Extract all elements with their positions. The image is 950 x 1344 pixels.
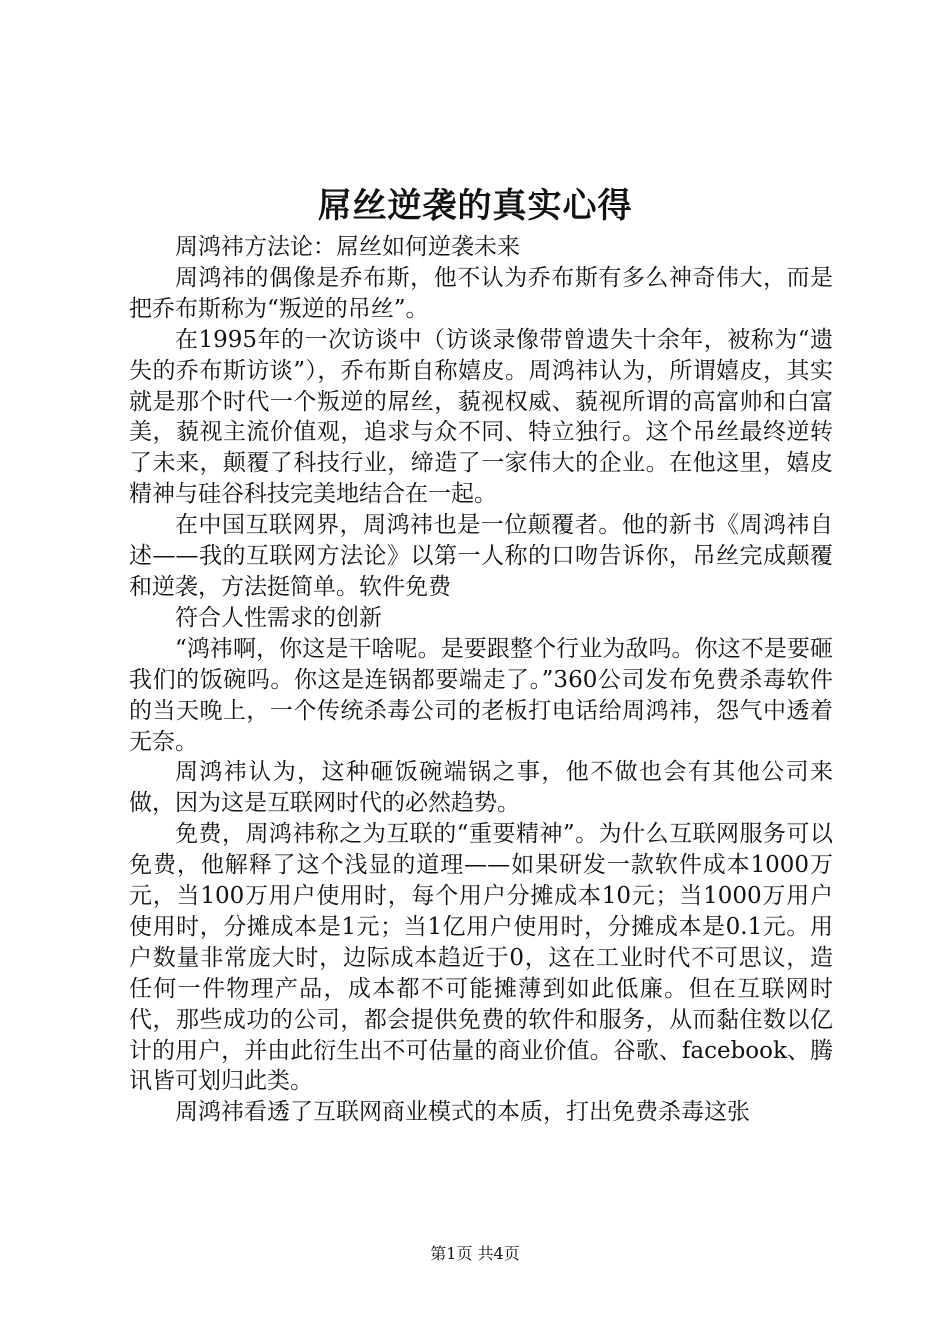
- paragraph: 周鸿祎方法论：屌丝如何逆袭未来: [175, 234, 520, 260]
- paragraph: 符合人性需求的创新: [175, 604, 382, 631]
- document-title: 屌丝逆袭的真实心得: [317, 186, 633, 226]
- paragraph: 在中国互联网界，周鸿祎也是一位颠覆者。他的新书《周鸿祎自述——我的互联网方法论》以第一人称的口吻告诉你，吊丝完成颠覆和逆袭，方法挺简单。软件免费: [129, 512, 833, 600]
- paragraph: 在1995年的一次访谈中（访谈录像带曾遗失十余年，被称为“遗失的乔布斯访谈”），乔布斯自称嬉皮。周鸿祎认为，所谓嬉皮，其实就是那个时代一个叛逆的屌丝，藐视权威、藐视所谓的高富帅和白富美，藐视主流价值观，追求与众不同、特立独行。这个吊丝最终逆转了未来，颠覆了科技行业，缔造了一家伟大的企业。在他这里，嬉皮精神与硅谷科技完美地结合在一起。: [129, 326, 833, 508]
- paragraph: 周鸿祎看透了互联网商业模式的本质，打出免费杀毒这张: [175, 1099, 750, 1126]
- paragraph: 免费，周鸿祎称之为互联的“重要精神”。为什么互联网服务可以免费，他解释了这个浅显的道理——如果研发一款软件成本1000万元，当100万用户使用时，每个用户分摊成本10元；当1000万用户使用时，分摊成本是1元；当1亿用户使用时，分摊成本是0.1元。用户数量非常庞大时，边际成本趋近于0，这在工业时代不可思议，造任何一件物理产品，成本都不可能摊薄到如此低廉。但在互联网时代，那些成功的公司，都会提供免费的软件和服务，从而黏住数以亿计的用户，并由此衍生出不可估量的商业价值。谷歌、facebook、腾讯皆可划归此类。: [129, 821, 833, 1095]
- document-body: [129, 232, 833, 1128]
- paragraph: “鸿祎啊，你这是干啥呢。是要跟整个行业为敌吗。你这不是要砸我们的饭碗吗。你这是连锅都要端走了。”360公司发布免费杀毒软件的当天晚上，一个传统杀毒公司的老板打电话给周鸿祎，怨气中透着无奈。: [129, 635, 833, 755]
- paragraph: 周鸿祎认为，这种砸饭碗端锅之事，他不做也会有其他公司来做，因为这是互联网时代的必然趋势。: [129, 759, 833, 817]
- paragraph: 周鸿祎的偶像是乔布斯，他不认为乔布斯有多么神奇伟大，而是把乔布斯称为“叛逆的吊丝”。: [129, 264, 833, 322]
- page-footer: 第1页 共4页: [430, 1244, 520, 1263]
